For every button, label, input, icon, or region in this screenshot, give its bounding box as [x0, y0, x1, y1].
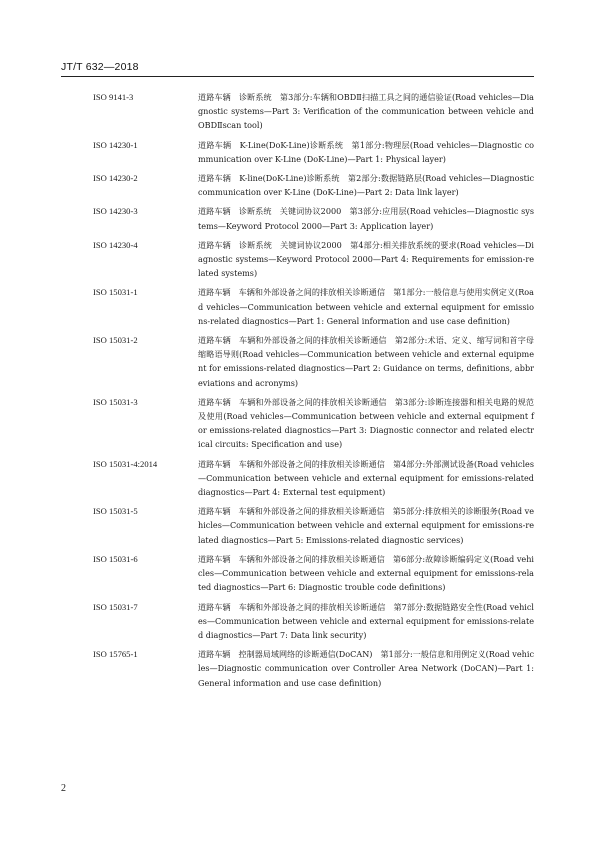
reference-code: ISO 14230-4	[93, 239, 138, 250]
reference-entry	[0, 552, 593, 595]
reference-entry	[0, 600, 593, 643]
reference-code: ISO 15031-7	[93, 601, 138, 612]
reference-code: ISO 14230-2	[93, 173, 138, 184]
reference-description: 道路车辆 车辆和外部设备之间的排放相关诊断通信 第7部分:数据链路安全性(Road vehicles—Communication between vehicle and external equipment for emissions-related diagnostics—Part 7: Data link security)	[198, 601, 534, 640]
reference-description: 道路车辆 车辆和外部设备之间的排放相关诊断通信 第5部分:排放相关的诊断服务(Road vehicles—Communication between vehicle and external equipment for emissions-related diagnostics—Part 5: Emissions-related diagnostic services)	[198, 506, 534, 545]
reference-entry	[0, 285, 593, 328]
reference-description: 道路车辆 诊断系统 关键词协议2000 第4部分:相关排放系统的要求(Road vehicles—Diagnostic systems—Keyword Protocol 2000—Part 4: Requirements for emission-related systems)	[198, 239, 534, 279]
reference-description: 道路车辆 K-line(DoK-Line)诊断系统 第2部分:数据链路层(Road vehicles—Diagnostic communication over K-Line (DoK-Line)—Part 2: Data link layer)	[198, 173, 534, 198]
reference-code: ISO 15031-6	[93, 553, 138, 564]
reference-entry	[0, 138, 593, 166]
page-number: 2	[61, 783, 66, 794]
reference-entry	[0, 647, 593, 690]
normative-references-list	[0, 90, 593, 695]
reference-description: 道路车辆 K-Line(DoK-Line)诊断系统 第1部分:物理层(Road vehicles—Diagnostic communication over K-Line (DoK-Line)—Part 1: Physical layer)	[198, 139, 534, 164]
reference-code: ISO 14230-1	[93, 139, 138, 150]
reference-code: ISO 15031-3	[93, 396, 138, 407]
reference-code: ISO 15765-1	[93, 649, 138, 660]
reference-description: 道路车辆 诊断系统 关键词协议2000 第3部分:应用层(Road vehicles—Diagnostic systems—Keyword Protocol 2000—Part 3: Application layer)	[198, 206, 534, 231]
reference-code: ISO 14230-3	[93, 206, 138, 217]
reference-entry	[0, 171, 593, 199]
reference-entry	[0, 457, 593, 500]
reference-code: ISO 15031-1	[93, 287, 138, 298]
reference-code: ISO 9141-3	[93, 92, 134, 102]
header-divider	[61, 76, 534, 77]
reference-entry	[0, 504, 593, 547]
reference-code: ISO 15031-2	[93, 335, 138, 346]
reference-description: 道路车辆 车辆和外部设备之间的排放相关诊断通信 第4部分:外部测试设备(Road vehicles—Communication between vehicle and external equipment for emissions-related diagnostics—Part 4: External test equipment)	[198, 458, 534, 498]
reference-entry	[0, 333, 593, 390]
reference-description: 道路车辆 车辆和外部设备之间的排放相关诊断通信 第1部分:一般信息与使用实例定义(Road vehicles—Communication between vehicle and external equipment for emissions-related diagnostics—Part 1: General information and use case definition)	[198, 287, 534, 326]
reference-code: ISO 15031-5	[93, 506, 138, 517]
reference-entry	[0, 204, 593, 232]
reference-entry	[0, 238, 593, 281]
reference-description: 道路车辆 车辆和外部设备之间的排放相关诊断通信 第3部分:诊断连接器和相关电路的规范及使用(Road vehicles—Communication between vehicle and external equipment for emissions-related diagnostics—Part 3: Diagnostic connector and related electrical circuits: Specification and use)	[198, 396, 534, 450]
reference-description: 道路车辆 控制器局域网络的诊断通信(DoCAN) 第1部分:一般信息和用例定义(Road vehicles—Diagnostic communication over Controller Area Network (DoCAN)—Part 1: General information and use case definition)	[198, 649, 534, 688]
reference-description: 道路车辆 车辆和外部设备之间的排放相关诊断通信 第2部分:术语、定义、缩写词和首字母缩略语导则(Road vehicles—Communication between vehicle and external equipment for emissions-related diagnostics—Part 2: Guidance on terms, definitions, abbreviations and acronyms)	[198, 335, 534, 388]
standard-code-header: JT/T 632—2018	[61, 61, 139, 73]
reference-description: 道路车辆 诊断系统 第3部分:车辆和OBDⅡ扫描工具之间的通信验证(Road vehicles—Diagnostic systems—Part 3: Verification of the communication between vehicle and OBDⅡscan tool)	[198, 92, 534, 131]
reference-entry	[0, 395, 593, 452]
reference-entry	[0, 90, 593, 133]
reference-description: 道路车辆 车辆和外部设备之间的排放相关诊断通信 第6部分:故障诊断编码定义(Road vehicles—Communication between vehicle and external equipment for emissions-related diagnostics—Part 6: Diagnostic trouble code definitions)	[198, 553, 534, 593]
reference-code: ISO 15031-4:2014	[93, 458, 158, 469]
